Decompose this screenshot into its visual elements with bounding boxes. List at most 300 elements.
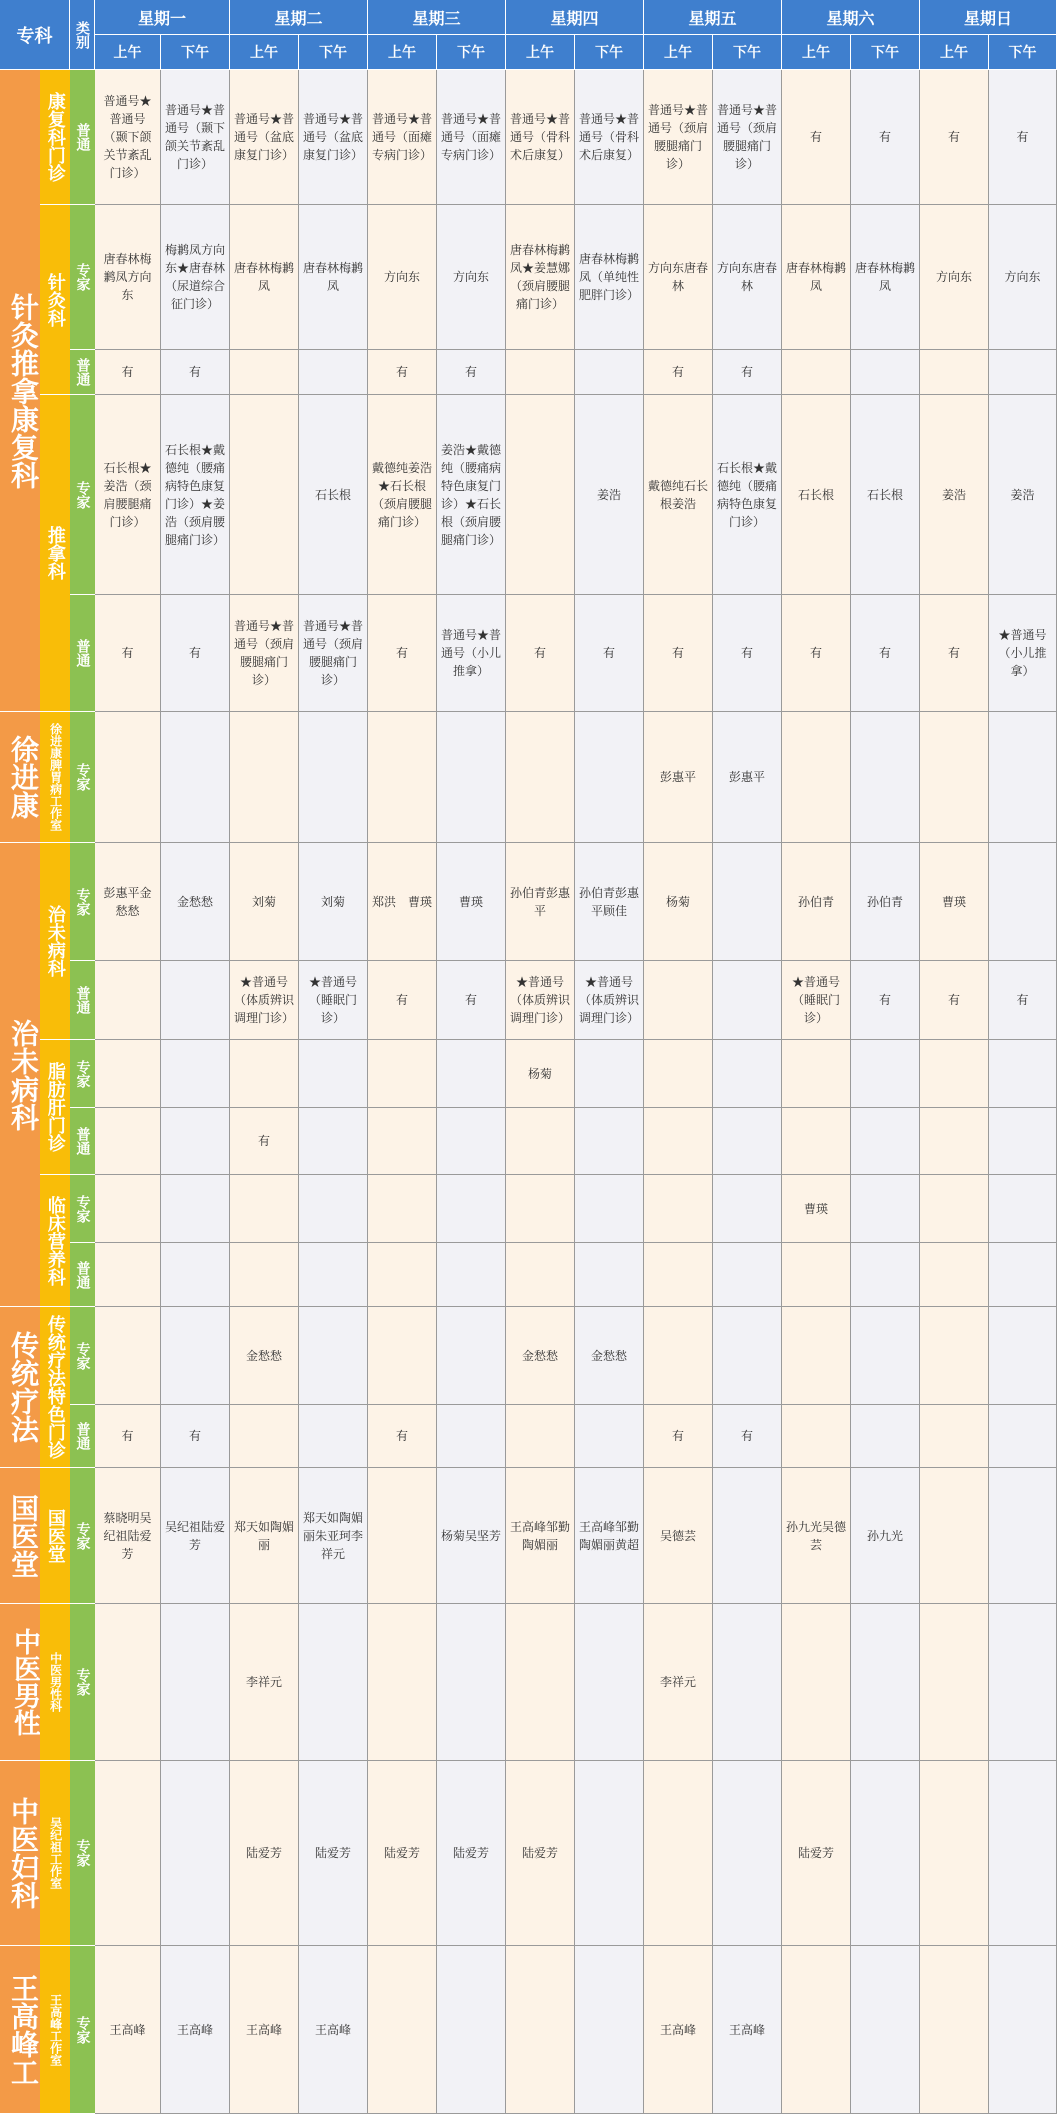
schedule-cell [644,205,713,350]
subdept-label-text: 国医堂 [44,1508,66,1563]
schedule-cell-text: 刘菊 [320,894,345,909]
schedule-cell-text: 陆爱芳 [245,1846,282,1860]
schedule-cell [713,843,782,961]
schedule-cell [851,1946,920,2114]
subdept-label [40,1604,70,1761]
schedule-cell-text: 有 [878,130,891,144]
schedule-cell [506,1946,575,2114]
schedule-cell [989,843,1057,961]
header-pm-text: 下午 [1008,45,1037,61]
schedule-cell [713,1604,782,1761]
category-label [70,350,95,395]
header-pm-text: 下午 [595,45,623,61]
header-category-text: 类别 [74,20,90,49]
schedule-cell [644,1946,713,2114]
header-day-text: 星期二 [274,8,323,28]
schedule-cell-text: 彭惠平 [659,770,696,784]
schedule-cell-text: 郑天如陶媚丽 [233,1519,294,1552]
schedule-cell-text: 彭惠平 [728,770,765,784]
header-am [920,35,989,70]
category-label-text: 专家 [74,1194,91,1223]
schedule-cell [95,70,161,205]
schedule-cell-text: 有 [121,646,134,660]
schedule-cell [713,1468,782,1604]
department-label [0,1468,40,1604]
schedule-cell [161,395,230,595]
schedule-cell-text: 金愁愁 [521,1348,558,1363]
schedule-cell [644,70,713,205]
schedule-cell [95,1108,161,1175]
schedule-cell-text: 唐春林梅鹣凤 [302,261,363,293]
schedule-cell [851,1108,920,1175]
schedule-cell-text: 曹瑛 [803,1201,828,1216]
schedule-cell [575,1946,644,2114]
schedule-cell-text: 王高峰 [245,2022,282,2037]
subdept-label [40,205,70,395]
schedule-cell [989,712,1057,843]
schedule-cell [506,350,575,395]
schedule-cell-text: 王高峰 [176,2022,213,2037]
header-pm [299,35,368,70]
schedule-cell [644,595,713,712]
schedule-cell [575,1405,644,1468]
schedule-cell-text: ★普通号（体质辨识调理门诊） [578,975,639,1025]
schedule-cell-text: 有 [947,646,960,660]
schedule-cell [989,350,1057,395]
schedule-cell-text: 杨菊吴坚芳 [440,1528,501,1543]
schedule-cell-text: ★普通号（体质辨识调理门诊） [233,975,294,1025]
schedule-cell [95,961,161,1040]
schedule-cell [299,1946,368,2114]
schedule-cell [437,1604,506,1761]
header-am-text: 上午 [526,45,554,61]
schedule-cell-text: 孙九光 [866,1528,903,1543]
department-label [0,1604,40,1761]
schedule-cell [713,1307,782,1405]
subdept-label [40,1468,70,1604]
schedule-cell [161,1761,230,1946]
schedule-cell-text: 姜浩 [941,487,966,502]
schedule-cell [368,1946,437,2114]
header-pm [989,35,1057,70]
subdept-label-text: 脂肪肝门诊 [44,1062,66,1152]
header-am-text: 上午 [250,45,278,61]
schedule-cell [368,1243,437,1307]
schedule-cell [95,1761,161,1946]
schedule-cell [506,70,575,205]
schedule-cell [161,595,230,712]
schedule-cell-text: 普通号★普通号（颈肩腰腿痛门诊） [716,103,777,171]
schedule-cell-text: 孙九光吴德芸 [785,1519,846,1552]
header-pm [851,35,920,70]
schedule-cell-text: 唐春林梅鹣凤 [785,261,846,293]
schedule-cell [782,205,851,350]
schedule-cell [644,712,713,843]
schedule-cell-text: 有 [878,993,891,1007]
schedule-cell [920,70,989,205]
schedule-cell [989,1946,1057,2114]
schedule-cell [161,205,230,350]
schedule-cell [299,1175,368,1243]
subdept-label [40,843,70,1040]
schedule-cell-text: 唐春林梅鹣凤（单纯性肥胖门诊） [578,252,639,302]
schedule-cell [575,595,644,712]
schedule-cell-text: 有 [395,365,408,379]
schedule-cell-text: 郑洪 曹瑛 [371,894,432,909]
schedule-cell-text: 陆爱芳 [797,1846,834,1860]
schedule-cell [713,350,782,395]
schedule-cell [230,70,299,205]
schedule-cell [368,1468,437,1604]
schedule-cell [161,712,230,843]
schedule-cell [851,595,920,712]
schedule-cell [95,1307,161,1405]
header-day-text: 星期日 [963,8,1012,28]
schedule-cell-text: 方向东 [383,270,420,284]
schedule-cell [299,70,368,205]
header-day [782,0,920,35]
schedule-cell [920,395,989,595]
schedule-cell [782,1243,851,1307]
schedule-cell [230,1946,299,2114]
schedule-cell-text: 有 [121,1429,134,1443]
category-label-text: 专家 [74,1839,91,1867]
schedule-cell [782,1468,851,1604]
schedule-cell [851,1040,920,1108]
schedule-cell [851,395,920,595]
schedule-cell [437,1108,506,1175]
schedule-cell [575,1243,644,1307]
subdept-label-text: 康复科门诊 [44,92,66,182]
schedule-cell [95,395,161,595]
schedule-cell [851,712,920,843]
schedule-cell-text: 有 [671,1429,684,1443]
schedule-cell-text: 戴德纯姜浩★石长根（颈肩腰腿痛门诊） [371,460,432,529]
schedule-cell [299,1108,368,1175]
header-category [70,0,95,70]
schedule-cell [161,1946,230,2114]
schedule-cell [989,1243,1057,1307]
schedule-cell-text: 有 [188,1429,201,1443]
schedule-cell-text: 有 [257,1134,270,1148]
subdept-label-text: 传统疗法特色门诊 [44,1315,66,1459]
schedule-cell [644,1468,713,1604]
schedule-cell [230,1761,299,1946]
schedule-cell [161,1040,230,1108]
schedule-cell-text: 石长根★戴德纯（腰痛病特色康复门诊） [716,460,777,529]
header-am-text: 上午 [388,45,416,61]
schedule-cell [368,70,437,205]
schedule-cell [230,1175,299,1243]
schedule-cell [299,205,368,350]
header-pm-text: 下午 [871,45,899,61]
schedule-cell [989,1175,1057,1243]
schedule-cell [506,1108,575,1175]
department-label-text: 徐进康 [7,735,40,819]
category-label [70,1175,95,1243]
schedule-cell [161,350,230,395]
schedule-cell [299,843,368,961]
category-label-text: 专家 [74,1341,91,1370]
schedule-cell [230,205,299,350]
schedule-cell-text: 唐春林梅鹣凤 [233,261,294,293]
schedule-cell [95,712,161,843]
schedule-cell [230,1243,299,1307]
schedule-cell [575,70,644,205]
schedule-cell-text: 有 [602,646,615,660]
schedule-cell [506,961,575,1040]
schedule-cell [989,205,1057,350]
category-label [70,961,95,1040]
schedule-cell [368,712,437,843]
schedule-cell [644,1175,713,1243]
schedule-cell [230,1307,299,1405]
department-label-text: 中医男性 [9,1628,40,1736]
schedule-cell-text: 有 [878,646,891,660]
department-label [0,1946,40,2114]
schedule-cell [713,1761,782,1946]
schedule-cell [989,1405,1057,1468]
schedule-cell [920,1108,989,1175]
schedule-cell [161,1468,230,1604]
schedule-cell [782,350,851,395]
subdept-label [40,712,70,843]
schedule-cell [506,1604,575,1761]
schedule-cell [368,1604,437,1761]
schedule-cell-text: 有 [395,993,408,1007]
schedule-cell [575,1468,644,1604]
schedule-cell [95,205,161,350]
category-label-text: 普通 [74,1260,91,1289]
category-label [70,1108,95,1175]
schedule-cell [437,1040,506,1108]
header-day [230,0,368,35]
schedule-cell-text: 有 [809,130,822,144]
category-label-text: 普通 [74,123,91,151]
schedule-cell-text: 李祥元 [245,1675,282,1689]
schedule-cell-text: 有 [395,646,408,660]
schedule-cell [368,595,437,712]
category-label-text: 普通 [74,358,91,386]
schedule-cell [644,350,713,395]
schedule-cell [920,1405,989,1468]
schedule-cell [506,205,575,350]
schedule-cell-text: 吴德芸 [659,1528,696,1543]
header-am [368,35,437,70]
schedule-cell [989,1604,1057,1761]
schedule-cell-text: 普通号★普通号（面瘫专病门诊） [440,112,501,162]
schedule-cell-text: 有 [188,646,201,660]
schedule-cell [575,350,644,395]
schedule-cell [713,1405,782,1468]
schedule-cell-text: 王高峰 [109,2022,146,2037]
header-day [368,0,506,35]
schedule-cell-text: 杨菊 [665,894,690,909]
header-specialty-text: 专科 [16,25,53,47]
category-label [70,843,95,961]
schedule-cell [368,843,437,961]
schedule-cell-text: 石长根★戴德纯（腰痛病特色康复门诊）★姜浩（颈肩腰腿痛门诊） [164,442,225,547]
schedule-cell [644,843,713,961]
schedule-cell-text: 方向东 [452,270,489,284]
schedule-cell-text: 孙伯青 [866,894,903,909]
category-label [70,1405,95,1468]
schedule-cell [230,1040,299,1108]
category-label [70,1604,95,1761]
schedule-cell [95,1946,161,2114]
schedule-cell [989,1468,1057,1604]
schedule-cell-text: 普通号★普通号（骨科术后康复） [509,112,570,162]
schedule-cell-text: 有 [947,130,960,144]
schedule-cell-text: 有 [121,365,134,379]
schedule-cell-text: 石长根 [314,487,351,502]
schedule-cell [161,70,230,205]
header-am-text: 上午 [940,45,968,61]
schedule-cell-text: 普通号★普通号（面瘫专病门诊） [371,112,432,162]
schedule-cell-text: ★普通号（体质辨识调理门诊） [509,975,570,1025]
schedule-cell [782,70,851,205]
header-pm-text: 下午 [181,45,209,61]
schedule-cell [437,1243,506,1307]
schedule-cell [713,961,782,1040]
schedule-cell [713,395,782,595]
schedule-cell [161,843,230,961]
schedule-cell-text: 普通号★普通号（颞下颌关节紊乱门诊） [164,103,225,171]
schedule-cell [437,205,506,350]
header-am-text: 上午 [802,45,830,61]
schedule-cell [782,1175,851,1243]
schedule-cell [782,1946,851,2114]
schedule-cell-text: 李祥元 [659,1675,696,1689]
schedule-cell [851,1307,920,1405]
schedule-cell [851,205,920,350]
schedule-cell [368,1040,437,1108]
department-label-text: 王高峰工 [7,1973,40,2086]
schedule-cell [161,1243,230,1307]
header-day [506,0,644,35]
schedule-cell [95,1243,161,1307]
subdept-label [40,1946,70,2114]
schedule-cell-text: 吴纪祖陆爱芳 [164,1519,225,1552]
schedule-cell-text: 普通号★普通号（颈肩腰腿痛门诊） [233,619,294,687]
schedule-cell [95,1468,161,1604]
schedule-cell-text: 孙伯青彭惠平顾佳 [578,885,639,918]
schedule-cell [989,70,1057,205]
schedule-cell [782,1761,851,1946]
schedule-cell [920,1175,989,1243]
schedule-cell [368,1175,437,1243]
schedule-cell [437,1468,506,1604]
schedule-cell [851,1761,920,1946]
schedule-cell-text: 金愁愁 [176,894,213,909]
schedule-cell [230,1108,299,1175]
schedule-cell [782,712,851,843]
schedule-cell-text: 普通号★普通号（盆底康复门诊） [233,112,294,162]
header-am [506,35,575,70]
department-label-text: 中医妇科 [7,1797,40,1909]
department-label [0,1761,40,1946]
schedule-cell-text: 有 [740,365,753,379]
schedule-cell [851,1175,920,1243]
header-specialty [0,0,70,70]
schedule-cell-text: 戴德纯石长根姜浩 [647,478,708,511]
schedule-cell [782,595,851,712]
schedule-cell [506,1175,575,1243]
header-day-text: 星期六 [826,8,875,28]
schedule-cell [506,843,575,961]
schedule-cell [506,595,575,712]
schedule-cell-text: 金愁愁 [245,1348,282,1363]
schedule-cell [920,712,989,843]
schedule-cell [851,1243,920,1307]
category-label [70,1946,95,2114]
header-day-text: 星期四 [550,8,599,28]
subdept-label-text: 吴纪祖工作室 [48,1817,63,1889]
schedule-cell [713,1108,782,1175]
schedule-cell [161,961,230,1040]
schedule-cell [782,395,851,595]
schedule-cell [368,961,437,1040]
subdept-label-text: 临床营养科 [44,1195,66,1286]
schedule-cell [437,712,506,843]
schedule-cell-text: 唐春林梅鹣凤方向东 [103,252,152,302]
schedule-cell [437,1405,506,1468]
schedule-cell-text: 孙伯青彭惠平 [509,885,570,918]
header-day [644,0,782,35]
schedule-cell-text: 刘菊 [251,894,276,909]
schedule-cell [644,395,713,595]
schedule-cell [713,1946,782,2114]
schedule-cell [368,395,437,595]
schedule-cell [575,1108,644,1175]
schedule-cell [920,1307,989,1405]
subdept-label [40,1307,70,1468]
category-label [70,1307,95,1405]
category-label-text: 普通 [74,1422,91,1450]
schedule-cell [161,1108,230,1175]
schedule-cell [299,712,368,843]
header-pm [161,35,230,70]
schedule-cell [713,595,782,712]
schedule-cell-text: 杨菊 [527,1066,552,1081]
schedule-cell [989,961,1057,1040]
category-label [70,1468,95,1604]
schedule-cell-text: 有 [464,993,477,1007]
schedule-cell [575,1761,644,1946]
schedule-cell [230,1405,299,1468]
schedule-cell [644,1604,713,1761]
schedule-cell-text: 蔡晓明吴纪祖陆爱芳 [103,1510,152,1561]
schedule-cell [299,1307,368,1405]
schedule-cell-text: 王高峰 [659,2022,696,2037]
category-label [70,395,95,595]
header-day [920,0,1057,35]
schedule-cell [161,1604,230,1761]
schedule-cell [437,350,506,395]
header-am-text: 上午 [664,45,692,61]
schedule-cell [299,1468,368,1604]
schedule-cell [437,395,506,595]
schedule-cell [437,843,506,961]
schedule-cell [644,961,713,1040]
schedule-cell-text: ★普通号（睡眠门诊） [791,975,840,1025]
schedule-cell [920,1040,989,1108]
schedule-cell-text: ★普通号（睡眠门诊） [308,975,357,1025]
schedule-cell [575,1307,644,1405]
header-am [95,35,161,70]
schedule-cell-text: 方向东唐春林 [716,261,777,293]
schedule-cell [920,350,989,395]
